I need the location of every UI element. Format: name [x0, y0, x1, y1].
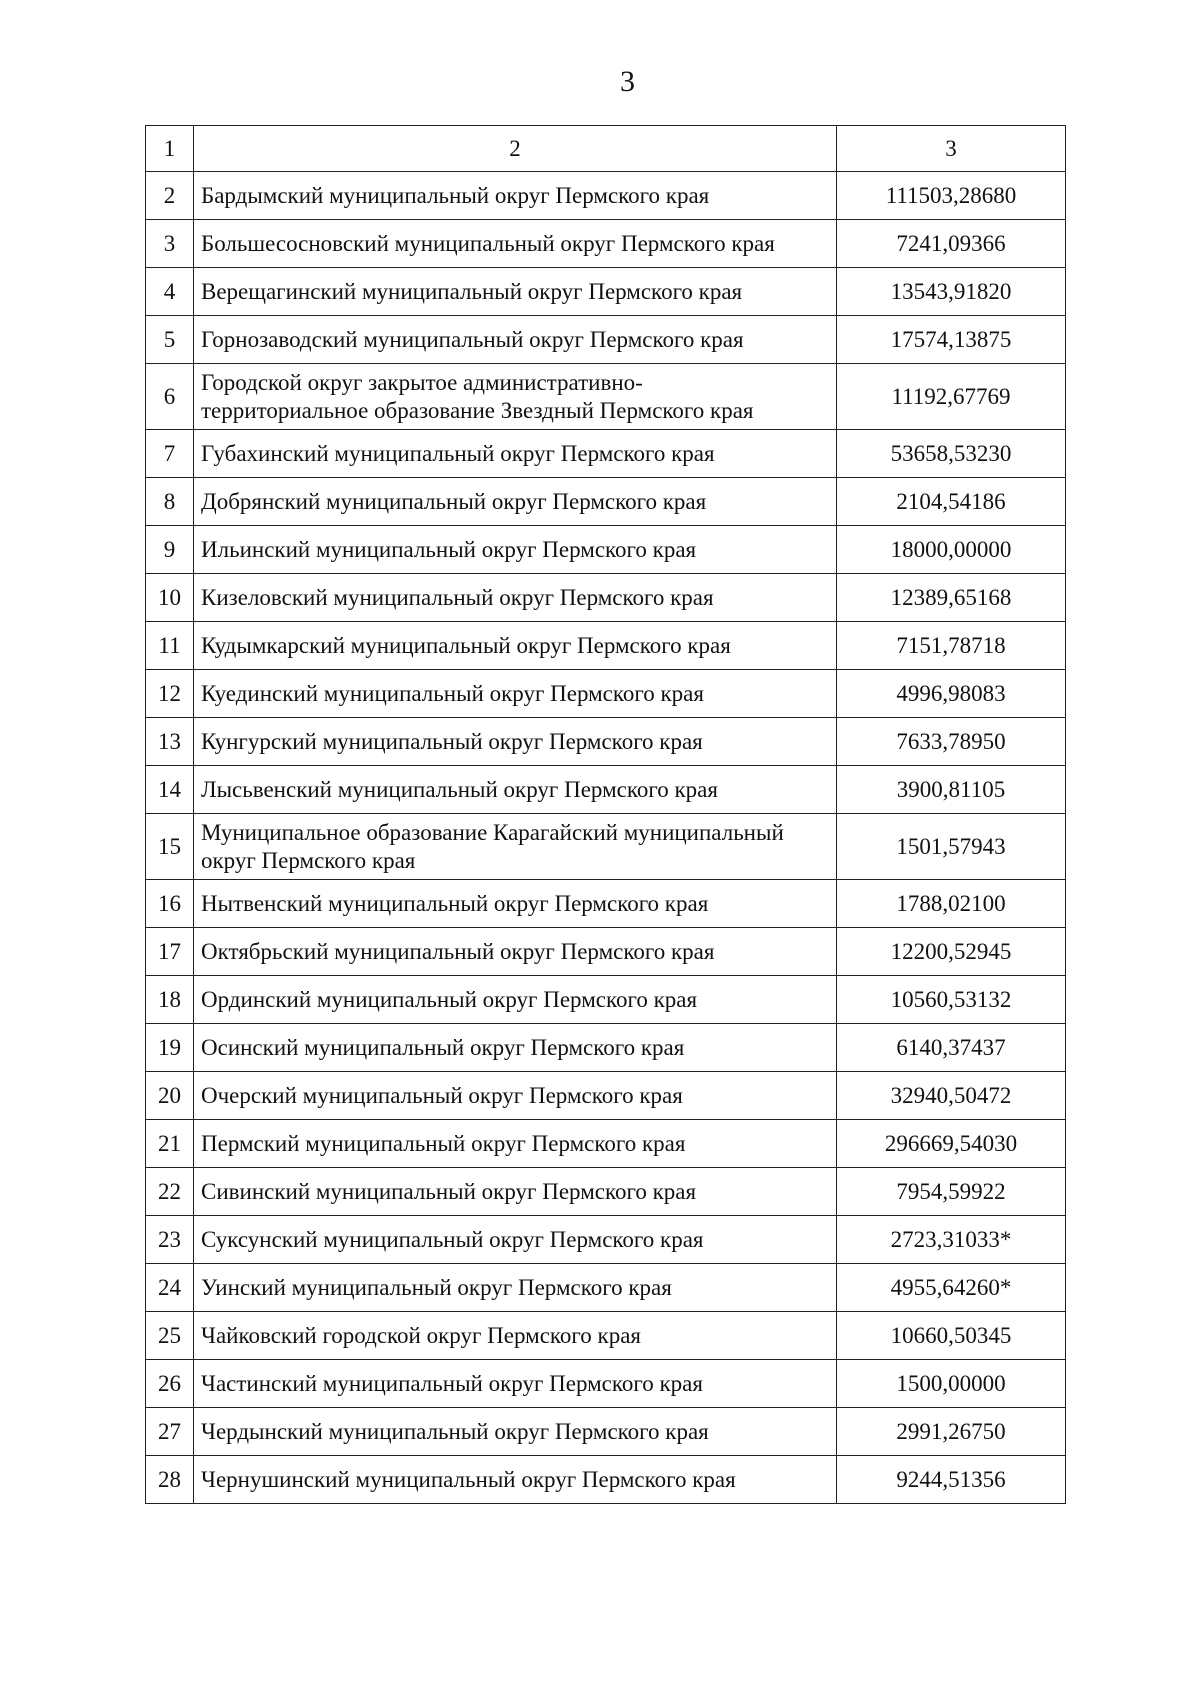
municipality-name: Октябрьский муниципальный округ Пермского края: [194, 928, 837, 976]
row-number: 21: [146, 1120, 194, 1168]
row-number: 6: [146, 364, 194, 430]
municipality-name: Добрянский муниципальный округ Пермского края: [194, 478, 837, 526]
amount-value: 11192,67769: [837, 364, 1066, 430]
table-row: [146, 526, 1066, 574]
municipality-name: Очерский муниципальный округ Пермского края: [194, 1072, 837, 1120]
amount-value: 10560,53132: [837, 976, 1066, 1024]
header-cell-2: 2: [194, 126, 837, 172]
row-number: 18: [146, 976, 194, 1024]
municipality-name: Чердынский муниципальный округ Пермского края: [194, 1408, 837, 1456]
row-number: 17: [146, 928, 194, 976]
table-body: [146, 126, 1066, 1504]
table-row: [146, 1264, 1066, 1312]
row-number: 11: [146, 622, 194, 670]
row-number: 20: [146, 1072, 194, 1120]
table-row: [146, 1072, 1066, 1120]
amount-value: 111503,28680: [837, 172, 1066, 220]
amount-value: 2104,54186: [837, 478, 1066, 526]
municipality-name: Чайковский городской округ Пермского края: [194, 1312, 837, 1360]
table-row: [146, 1360, 1066, 1408]
municipality-name: Осинский муниципальный округ Пермского края: [194, 1024, 837, 1072]
amount-value: 7241,09366: [837, 220, 1066, 268]
row-number: 24: [146, 1264, 194, 1312]
amount-value: 13543,91820: [837, 268, 1066, 316]
row-number: 25: [146, 1312, 194, 1360]
municipality-name: Городской округ закрытое административно- территориальное образование Звездный Пермского края: [194, 364, 837, 430]
table-row: [146, 430, 1066, 478]
row-number: 28: [146, 1456, 194, 1504]
table-row: [146, 1168, 1066, 1216]
table-row: [146, 172, 1066, 220]
table-row: [146, 1456, 1066, 1504]
row-number: 23: [146, 1216, 194, 1264]
table-row: [146, 928, 1066, 976]
table-row: [146, 1216, 1066, 1264]
amount-value: 1788,02100: [837, 880, 1066, 928]
row-number: 22: [146, 1168, 194, 1216]
municipality-name: Кунгурский муниципальный округ Пермского края: [194, 718, 837, 766]
amount-value: 2723,31033*: [837, 1216, 1066, 1264]
amount-value: 10660,50345: [837, 1312, 1066, 1360]
municipality-name: Муниципальное образование Карагайский муниципальный округ Пермского края: [194, 814, 837, 880]
amount-value: 7633,78950: [837, 718, 1066, 766]
row-number: 8: [146, 478, 194, 526]
amount-value: 12389,65168: [837, 574, 1066, 622]
municipality-name: Лысьвенский муниципальный округ Пермского края: [194, 766, 837, 814]
header-cell-3: 3: [837, 126, 1066, 172]
header-cell-1: 1: [146, 126, 194, 172]
amount-value: 32940,50472: [837, 1072, 1066, 1120]
row-number: 4: [146, 268, 194, 316]
municipality-name: Уинский муниципальный округ Пермского края: [194, 1264, 837, 1312]
table-row: [146, 670, 1066, 718]
amount-value: 53658,53230: [837, 430, 1066, 478]
amount-value: 7151,78718: [837, 622, 1066, 670]
row-number: 10: [146, 574, 194, 622]
municipality-name: Кудымкарский муниципальный округ Пермского края: [194, 622, 837, 670]
table-row: [146, 316, 1066, 364]
row-number: 12: [146, 670, 194, 718]
row-number: 19: [146, 1024, 194, 1072]
table-row: [146, 478, 1066, 526]
amount-value: 7954,59922: [837, 1168, 1066, 1216]
row-number: 15: [146, 814, 194, 880]
amount-value: 2991,26750: [837, 1408, 1066, 1456]
municipality-name: Ординский муниципальный округ Пермского края: [194, 976, 837, 1024]
amount-value: 6140,37437: [837, 1024, 1066, 1072]
municipality-name: Суксунский муниципальный округ Пермского края: [194, 1216, 837, 1264]
municipality-name: Кизеловский муниципальный округ Пермского края: [194, 574, 837, 622]
table-row: [146, 718, 1066, 766]
amount-value: 17574,13875: [837, 316, 1066, 364]
amount-value: 1500,00000: [837, 1360, 1066, 1408]
amount-value: 1501,57943: [837, 814, 1066, 880]
amount-value: 12200,52945: [837, 928, 1066, 976]
table-row: [146, 220, 1066, 268]
row-number: 5: [146, 316, 194, 364]
row-number: 16: [146, 880, 194, 928]
table-row: [146, 1024, 1066, 1072]
amount-value: 18000,00000: [837, 526, 1066, 574]
row-number: 13: [146, 718, 194, 766]
table-row: [146, 622, 1066, 670]
municipality-name: Бардымский муниципальный округ Пермского края: [194, 172, 837, 220]
page-number: 3: [620, 65, 635, 98]
table-row: [146, 766, 1066, 814]
municipality-name: Большесосновский муниципальный округ Пермского края: [194, 220, 837, 268]
table-row: [146, 574, 1066, 622]
municipality-name: Горнозаводский муниципальный округ Пермского края: [194, 316, 837, 364]
allocation-table: [145, 125, 1066, 1504]
amount-value: 3900,81105: [837, 766, 1066, 814]
amount-value: 4996,98083: [837, 670, 1066, 718]
amount-value: 9244,51356: [837, 1456, 1066, 1504]
amount-value: 296669,54030: [837, 1120, 1066, 1168]
row-number: 2: [146, 172, 194, 220]
row-number: 26: [146, 1360, 194, 1408]
table-row: [146, 268, 1066, 316]
table-row: [146, 364, 1066, 430]
row-number: 7: [146, 430, 194, 478]
table-header-row: [146, 126, 1066, 172]
municipality-name: Верещагинский муниципальный округ Пермского края: [194, 268, 837, 316]
row-number: 27: [146, 1408, 194, 1456]
row-number: 14: [146, 766, 194, 814]
municipality-name: Ильинский муниципальный округ Пермского края: [194, 526, 837, 574]
municipality-name: Сивинский муниципальный округ Пермского края: [194, 1168, 837, 1216]
municipality-name: Чернушинский муниципальный округ Пермского края: [194, 1456, 837, 1504]
municipality-name: Нытвенский муниципальный округ Пермского края: [194, 880, 837, 928]
municipality-name: Пермский муниципальный округ Пермского края: [194, 1120, 837, 1168]
row-number: 9: [146, 526, 194, 574]
municipality-name: Куединский муниципальный округ Пермского края: [194, 670, 837, 718]
table-row: [146, 1408, 1066, 1456]
municipality-name: Частинский муниципальный округ Пермского края: [194, 1360, 837, 1408]
table-row: [146, 880, 1066, 928]
table-row: [146, 1120, 1066, 1168]
table-row: [146, 814, 1066, 880]
municipality-name: Губахинский муниципальный округ Пермского края: [194, 430, 837, 478]
amount-value: 4955,64260*: [837, 1264, 1066, 1312]
row-number: 3: [146, 220, 194, 268]
table-row: [146, 1312, 1066, 1360]
table-row: [146, 976, 1066, 1024]
